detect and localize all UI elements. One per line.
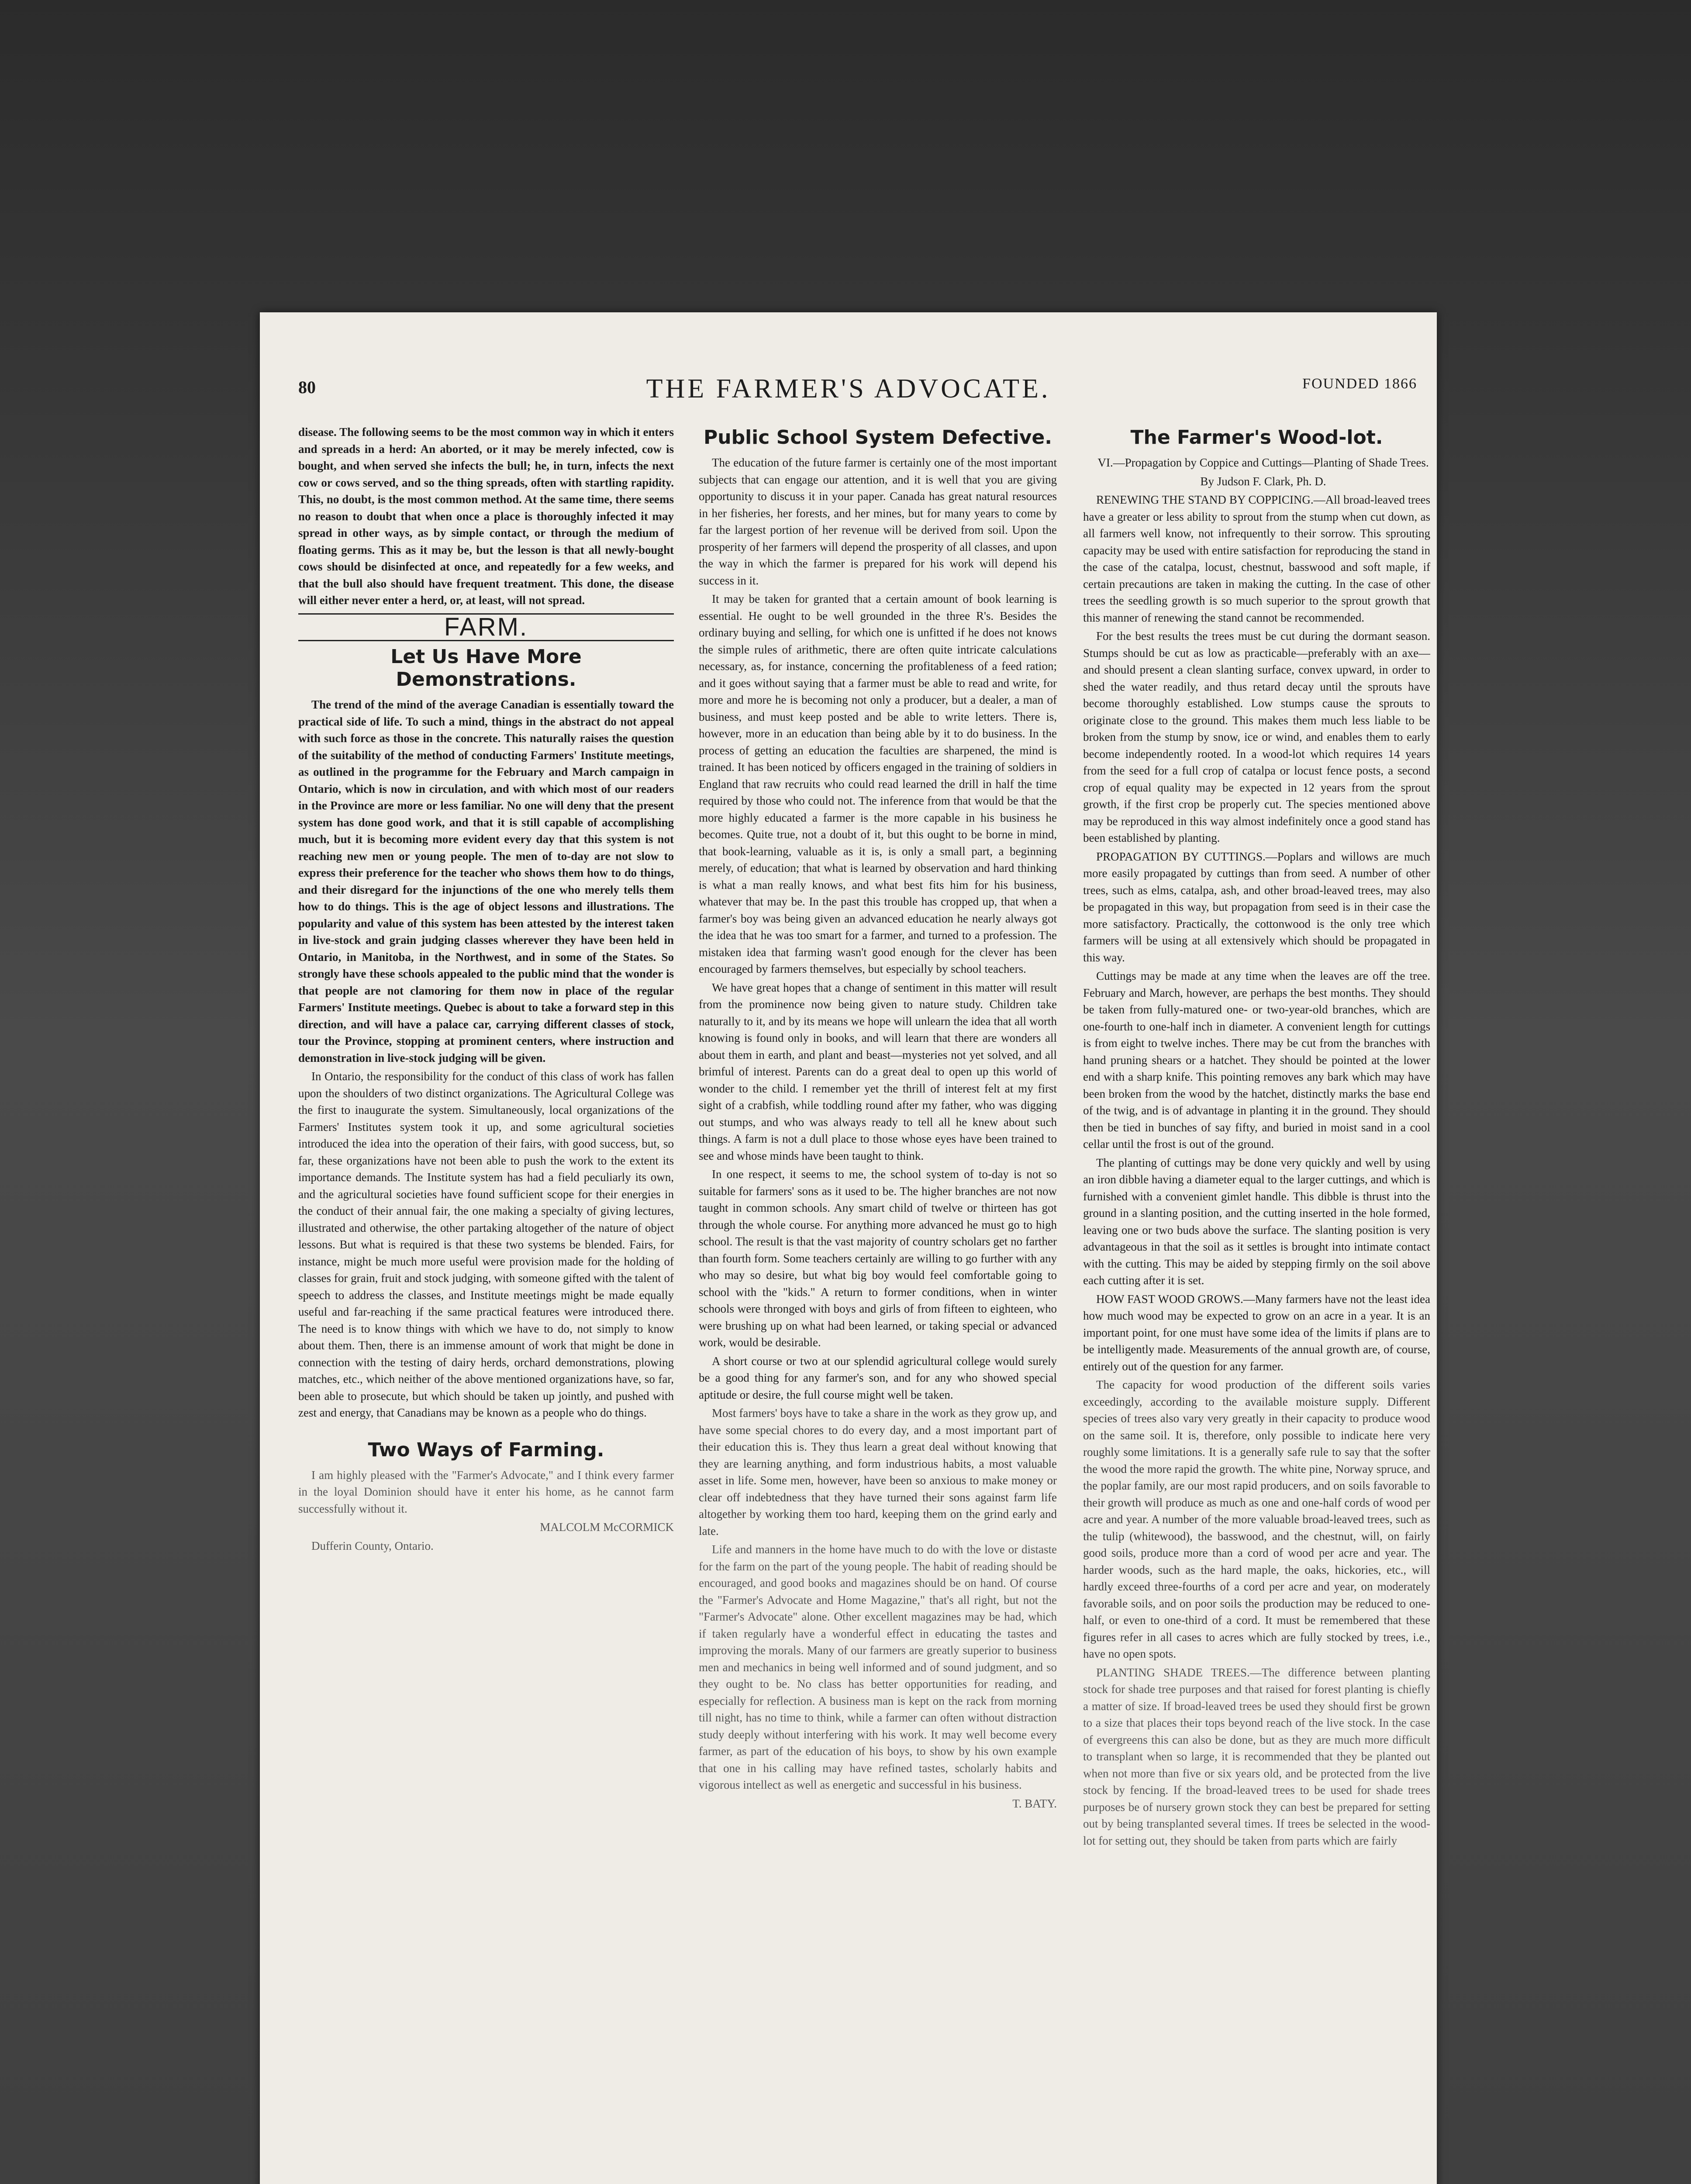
wood-lot-paragraph-8: PLANTING SHADE TREES.—The difference between planting stock for shade tree purposes and that raised for forest planting is chiefly a matter of size. If broad-leaved trees be used they should first be grown to a size that places their tops beyond reach of the live stock. In the case of evergreens this can also be done, but as they are much more difficult to transplant when so large, it is recommended that they be planted out when not more than five or six years old, and be protected from the live stock by fencing. If the broad-leaved trees to be used for shade trees purposes be of nursery grown stock they can best be prepared for setting out by being transplanted several times. If trees be selected in the wood-lot for setting out, they should be taken from parts which are fairly	[1083, 1666, 1430, 1847]
column-1	[298, 424, 674, 2184]
newspaper-page	[260, 312, 1437, 2184]
public-school-paragraph-7: Life and manners in the home have much to do with the love or distaste for the farm on the part of the young people. The habit of reading should be encouraged, and good books and magazines should be on hand. Of course the "Farmer's Advocate and Home Magazine," that's all right, but not the "Farmer's Advocate" alone. Other excellent magazines may be had, which if taken regularly have a wonderful effect in educating the tastes and improving the morals. Many of our farmers are greatly superior to business men and mechanics in being well informed and of sound judgment, and so they ought to be. No class has better opportunities for reading, and especially for reflection. A business man is kept on the rack from morning till night, has no time to think, while a farmer can often without distraction study deeply without interfering with his work. It may well become every farmer, as part of the education of his boys, to show by his own example that one in his calling may have refined tastes, scholarly habits and vigorous intellect as well as energetic and successful in his business.	[699, 1543, 1057, 1791]
article-title-two-ways: Two Ways of Farming.	[368, 1438, 604, 1461]
article-title-wood-lot: The Farmer's Wood-lot.	[1130, 426, 1383, 449]
column-2	[699, 424, 1057, 2184]
wood-lot-paragraph-1: RENEWING THE STAND BY COPPICING.—All broad-leaved trees have a greater or less ability to sprout from the stump when cut down, as all farmers well know, not infrequently to their sorrow. This sprouting capacity may be used with entire satisfaction for reproducing the stand in the case of the catalpa, locust, chestnut, basswood and soft maple, if certain precautions are taken in making the cutting. In the case of other trees the seedling growth is so much superior to the sprout growth that this manner of renewing the stand cannot be recommended.	[1083, 493, 1430, 624]
public-school-paragraph-2: It may be taken for granted that a certain amount of book learning is essential. He ought to be well grounded in the three R's. Besides the ordinary buying and selling, for which one is unfitted if he does not knows the simple rules of arithmetic, there are often quite intricate calculations necessary, as, for instance, concerning the profitableness of a feed ration; and it goes without saying that a farmer must be able to read and write, for more and more he is becoming not only a producer, but a dealer, a man of business, and must keep posted and be able to write letters. There is, however, more in an education than being able by it to do business. In the process of getting an education the faculties are sharpened, the mind is trained. It has been noticed by officers engaged in the training of soldiers in England that raw recruits who could read learned the drill in half the time required by those who could not. The inference from that would be that the more highly educated a farmer is the more capable in his business he becomes. Quite true, not a doubt of it, but this ought to be borne in mind, that book-learning, valuable as it is, is only a small part, a beginning merely, of education; that what is learned by observation and hard thinking is what a man really knows, and what best fits him for his business, whatever that may be. In the past this trouble has cropped up, that when a farmer's boy was being given an advanced education he nearly always got the idea that he was too smart for a farmer, and turned to a profession. The mistaken idea that farming wasn't good enough for the clever has been encouraged by farmers themselves, but especially by school teachers.	[699, 592, 1057, 975]
public-school-paragraph-4: In one respect, it seems to me, the school system of to-day is not so suitable for farmers' sons as it used to be. The higher branches are not now taught in common schools. Any smart child of twelve or thirteen has got through the whole course. For anything more advanced he must go to high school. The result is that the vast majority of country scholars get no farther than fourth form. Some teachers certainly are willing to go further with any who may so desire, but what big boy would feel comfortable going to school with the "kids." A return to former conditions, when in winter schools were thronged with boys and girls of from fifteen to eighteen, who were brushing up on what had been learned, or taking special or advanced work, would be desirable.	[699, 1168, 1057, 1349]
masthead-title: THE FARMER'S ADVOCATE.	[646, 374, 1051, 404]
article-title-demonstrations: Let Us Have More Demonstrations.	[390, 646, 582, 691]
wood-lot-paragraph-6: HOW FAST WOOD GROWS.—Many farmers have not the least idea how much wood may be expected to grow on an acre in a year. It is an important point, for one must have some idea of the limits if plans are to be intelligently made. Measurements of the annual growth are, of course, entirely out of the question for any farmer.	[1083, 1292, 1430, 1373]
wood-lot-paragraph-3: PROPAGATION BY CUTTINGS.—Poplars and willows are much more easily propagated by cuttings than from seed. A number of other trees, such as elms, catalpa, ash, and other broad-leaved trees, may also be propagated in this way, but propagation from seed is in their case the more satisfactory. Practically, the cottonwood is the only tree which farmers will be using at all extensively which should be propagated in this way.	[1083, 850, 1430, 964]
public-school-paragraph-5: A short course or two at our splendid agricultural college would surely be a good thing for any farmer's son, and for any who showed special aptitude or desire, the full course might well be taken.	[699, 1354, 1057, 1401]
two-ways-place: Dufferin County, Ontario.	[311, 1539, 434, 1552]
public-school-signature: T. BATY.	[1012, 1797, 1057, 1810]
two-ways-paragraph: I am highly pleased with the "Farmer's Advocate," and I think every farmer in the loyal Dominion should have it enter his home, as he cannot farm successfully without it.	[298, 1468, 674, 1515]
demonstrations-paragraph-2: In Ontario, the responsibility for the conduct of this class of work has fallen upon the shoulders of two distinct organizations. The Agricultural College was the first to inaugurate the system. Simultaneously, local organizations of the Farmers' Institutes system took it up, and some agricultural societies introduced the idea into the operation of their fairs, with good success, but, so far, these organizations have not been able to push the work to the extent its importance demands. The Institute system has had a field peculiarly its own, and the agricultural societies have found sufficient scope for their energies in the conduct of their annual fair, the one making a specialty of giving lectures, illustrated and otherwise, the other partaking altogether of the nature of object lessons. But what is required is that these two systems be blended. Fairs, for instance, might be much more useful were provision made for the holding of classes for grain, fruit and stock judging, with someone gifted with the talent of speech to address the classes, and Institute meetings might be made equally useful and far-reaching if the same practical features were introduced there. The need is to know things with which we have to do, not simply to know about them. Then, there is an immense amount of work that might be done in connection with the testing of dairy herds, orchard demonstrations, plowing matches, etc., which neither of the above mentioned organizations have, so far, been able to prosecute, but which should be taken up jointly, and pushed with zest and energy, that Canadians may be known as a people who do things.	[298, 1070, 674, 1419]
wood-lot-paragraph-5: The planting of cuttings may be done very quickly and well by using an iron dibble having a diameter equal to the larger cuttings, and which is furnished with a convenient gimlet handle. This dibble is thrust into the ground in a slanting position, and the cutting inserted in the hole formed, leaving one or two buds above the surface. The slanting position is very advantageous in that the soil as it settles is brought into intimate contact with the cutting. This may be aided by stepping firmly on the soil above each cutting after it is set.	[1083, 1156, 1430, 1287]
page-number: 80	[298, 377, 316, 397]
wood-lot-paragraph-2: For the best results the trees must be cut during the dormant season. Stumps should be cut as low as practicable—preferably with an axe—and should present a clean slanting surface, convex upward, in order to shed the water readily, and thus retard decay until the sprouts have become thoroughly established. Low stumps cause the sprouts to originate close to the ground. This makes them much less liable to be broken from the stump by snow, ice or wind, and enables them to early become independently rooted. In a wood-lot which requires 14 years from the seed for a full crop of catalpa or locust fence posts, a second crop of equal quality may be expected in 12 years from the sprout growth, if the first crop be properly cut. The species mentioned above may be reproduced in this way almost indefinitely once a good stand has been established by planting.	[1083, 629, 1430, 844]
wood-lot-byline: By Judson F. Clark, Ph. D.	[1200, 474, 1326, 488]
wood-lot-subtitle: VI.—Propagation by Coppice and Cuttings—Planting of Shade Trees.	[1097, 456, 1429, 469]
public-school-paragraph-1: The education of the future farmer is certainly one of the most important subjects that can engage our attention, and it is well that you are giving opportunity to discuss it in your paper. Canada has great natural resources in her fisheries, her forests, and her mines, but for many years to come by far the largest portion of her revenue will be derived from soil. Upon the prosperity of her farmers will depend the prosperity of all classes, and upon the way in which the farmer is prepared for his work will depend his success in it.	[699, 456, 1057, 587]
section-title-farm: FARM.	[444, 612, 528, 641]
page-header	[260, 312, 1437, 408]
wood-lot-paragraph-7: The capacity for wood production of the different soils varies exceedingly, according to the available moisture supply. Different species of trees also vary very greatly in their capacity to produce wood on the same soil. It is, therefore, only possible to indicate here very roughly some limitations. It is a generally safe rule to say that the softer the wood the more rapid the growth. The white pine, Norway spruce, and the poplar family, are our most rapid producers, and on soils favorable to their growth will produce as much as one and one-half cords of wood per acre and year. A number of the more valuable broad-leaved trees, such as the tulip (whitewood), the basswood, and the chestnut, will, on fairly good soils, produce more than a cord of wood per acre and year. The harder woods, such as the hard maple, the oaks, hickories, etc., will hardly exceed three-fourths of a cord per acre and year, on moderately favorable soils, and on poor soils the production may be reduced to one-half, or even to one-third of a cord. It must be remembered that these figures refer in all cases to acres which are fully stocked by trees, i.e., have no open spots.	[1083, 1378, 1430, 1660]
public-school-paragraph-6: Most farmers' boys have to take a share in the work as they grow up, and have some special chores to do every day, and a most important part of their education this is. They thus learn a great deal without knowing that they are learning anything, and form industrious habits, a most valuable asset in life. Some men, however, have been so anxious to make money or clear off indebtedness that they have turned their sons against farm life altogether by working them too hard, keeping them on the grind early and late.	[699, 1406, 1057, 1538]
column-3	[1083, 424, 1430, 2184]
article-title-public-school: Public School System Defective.	[704, 426, 1052, 449]
disease-paragraph: disease. The following seems to be the most common way in which it enters and spreads in a herd: An aborted, or it may be merely infected, cow is bought, and when served she infects the bull; he, in turn, infects the next cow or cows served, and so the thing spreads, often with startling rapidity. This, no doubt, is the most common method. At the same time, there seems no reason to doubt that when once a place is thoroughly infected it may spread in other ways, as by simple contact, or through the medium of floating germs. This as it may be, but the lesson is that all newly-bought cows should be disinfected at once, and repeatedly for a few weeks, and that the bull also should have frequent treatment. This done, the disease will either never enter a herd, or, at least, will not spread.	[298, 425, 674, 607]
founded-date: FOUNDED 1866	[1302, 376, 1417, 392]
demonstrations-paragraph-1: The trend of the mind of the average Canadian is essentially toward the practical side of life. To such a mind, things in the abstract do not appeal with such force as those in the concrete. This naturally raises the question of the suitability of the method of conducting Farmers' Institute meetings, as outlined in the programme for the February and March campaign in Ontario, which is now in circulation, and with which most of our readers in the Province are more or less familiar. No one will deny that the present system has done good work, and that it is still capable of accomplishing much, but it is becoming more evident every day that this system is not reaching new men or young people. The men of to-day are not slow to express their preference for the teacher who shows them how to do things, and their disregard for the injunctions of the one who merely tells them how to do things. This is the age of object lessons and illustrations. The popularity and value of this system has been attested by the interest taken in live-stock and grain judging classes wherever they have been held in Ontario, in Manitoba, in the Northwest, and in some of the States. So strongly have these schools appealed to the public mind that the wonder is that people are not clamoring for them now in place of the regular Farmers' Institute meetings. Quebec is about to take a forward step in this direction, and will have a palace car, carrying different classes of stock, tour the Province, stopping at prominent centers, where instruction and demonstration in live-stock judging will be given.	[298, 698, 674, 1064]
wood-lot-paragraph-4: Cuttings may be made at any time when the leaves are off the tree. February and March, however, are perhaps the best months. They should be taken from fully-matured one- or two-year-old branches, which are one-fourth to one-half inch in diameter. A convenient length for cuttings is from eight to twelve inches. There may be cut from the branches with hand pruning shears or a hatchet. They should be pointed at the lower end with a sharp knife. This pointing removes any bark which may have been broken from the wood by the hatchet, distinctly marks the base end of the twig, and is of advantage in planting it in the ground. They should then be tied in bunches of say fifty, and buried in moist sand in a cool cellar until the frost is out of the ground.	[1083, 969, 1430, 1151]
two-ways-signature: MALCOLM McCORMICK	[540, 1521, 674, 1534]
public-school-paragraph-3: We have great hopes that a change of sentiment in this matter will result from the prominence now being given to nature study. Children take naturally to it, and by its means we hope will unlearn the idea that all worth knowing is found only in books, and will learn that there are wonders all about them in earth, and plant and beast—mysteries not yet solved, and all brimful of interest. Parents can do a great deal to open up this world of wonder to the child. I remember yet the thrill of interest felt at my first sight of a crabfish, while toddling round after my father, who was digging out stumps, and who was always ready to tell all he knew about such things. A farm is not a dull place to those whose eyes have been trained to see and whose minds have been taught to think.	[699, 981, 1057, 1162]
